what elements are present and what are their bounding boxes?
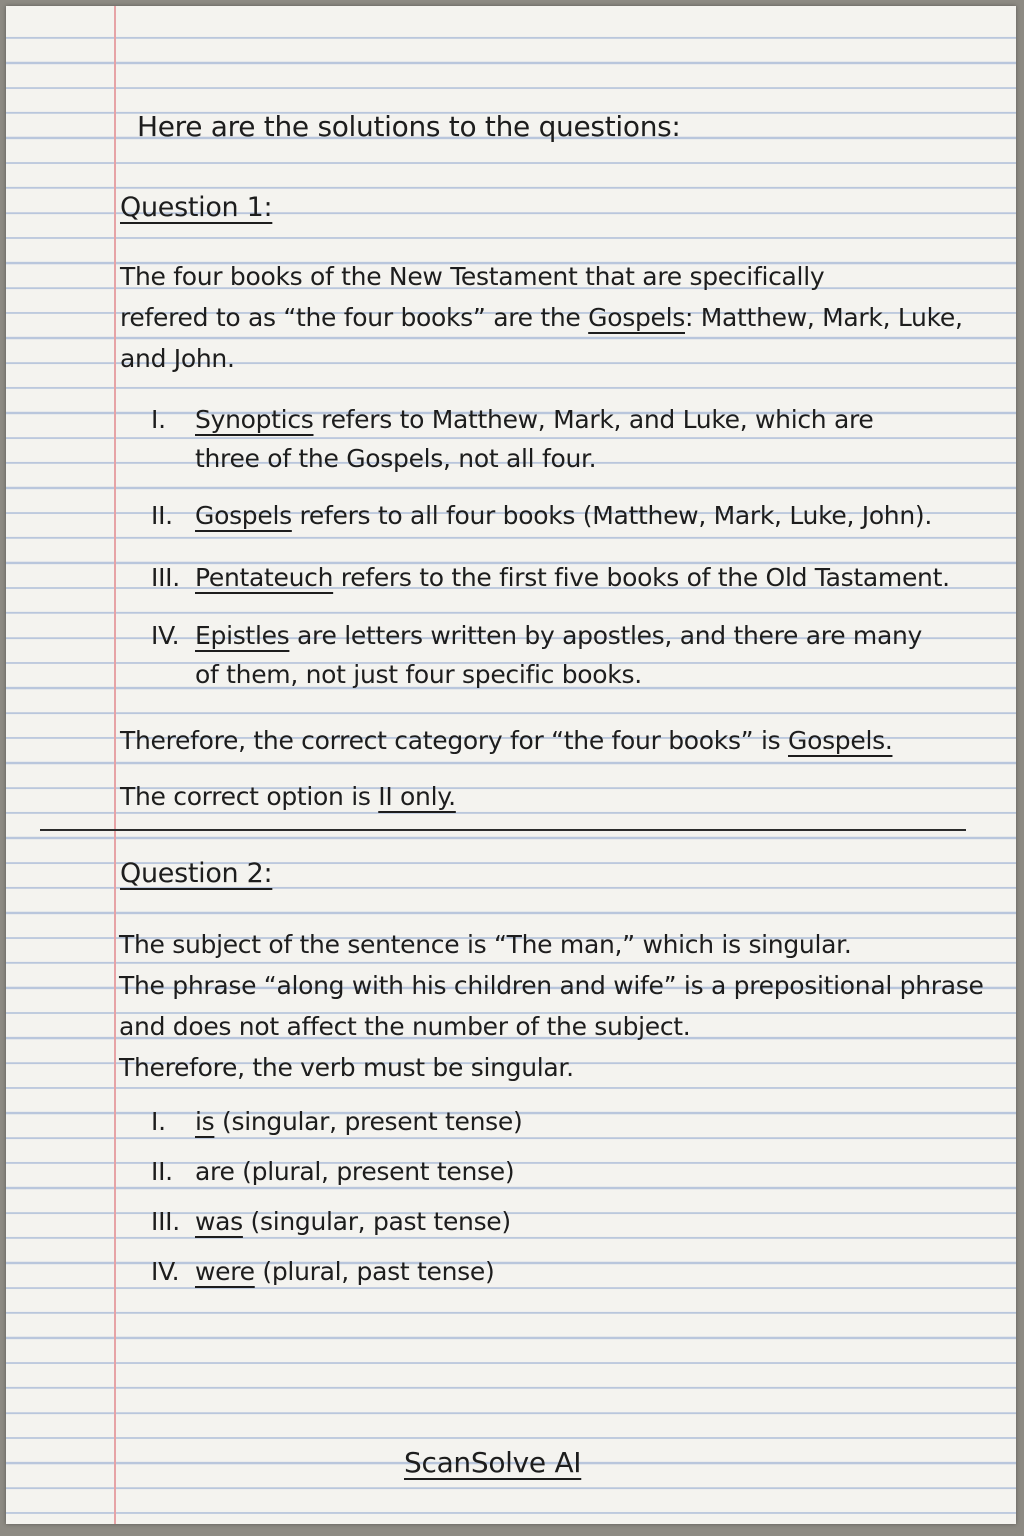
q2-item-2-numeral: II. [151,1157,173,1186]
q1-item-2-term: Gospels [195,501,292,530]
q2-item-3-text: (singular, past tense) [242,1207,511,1236]
section-divider [40,829,966,831]
q1-item-4 [151,616,922,694]
q1-item-1-numeral: I. [151,405,166,434]
q2-item-3-term: was [195,1207,243,1236]
q1-item-2-numeral: II. [151,501,173,530]
q1-item-3-term: Pentateuch [195,563,334,592]
q1-item-4-continuation: of them, not just four specific books. [195,660,642,689]
q1-item-1-text: refers to Matthew, Mark, and Luke, which are [313,405,874,434]
q2-item-1 [151,1102,522,1141]
q1-conclusion-text: Therefore, the correct category for “the four books” is [120,726,788,755]
q1-para-line2-pre: refered to as “the four books” are the [120,303,589,332]
q1-para-line3: and John. [120,344,235,373]
q1-answer-text: The correct option is [120,782,379,811]
margin-line [114,6,116,1524]
q1-para-line2-post: : Matthew, Mark, Luke, [685,303,963,332]
q1-answer-option: II only. [378,782,456,811]
q1-item-3-numeral: III. [151,563,180,592]
q1-answer [120,782,456,811]
q2-item-1-term: is [195,1107,215,1136]
q1-item-4-numeral: IV. [151,621,180,650]
question-1-heading: Question 1: [120,192,273,223]
question-1-paragraph [120,256,963,379]
q1-item-4-term: Epistles [195,621,290,650]
q1-item-1 [151,400,874,478]
notebook-page [6,6,1016,1524]
q2-item-2-text: (plural, present tense) [234,1157,515,1186]
q1-item-4-text: are letters written by apostles, and there are many [289,621,923,650]
q2-item-4-numeral: IV. [151,1257,180,1286]
q2-item-1-numeral: I. [151,1107,166,1136]
intro-line: Here are the solutions to the questions: [137,110,681,143]
question-2-heading: Question 2: [120,858,273,889]
q2-item-4-term: were [195,1257,255,1286]
q2-item-4 [151,1252,494,1291]
q2-item-3 [151,1202,511,1241]
q2-line-1: The subject of the sentence is “The man,” which is singular. [119,930,852,959]
q1-item-2 [151,496,932,535]
q1-item-2-text: refers to all four books (Matthew, Mark, Luke, John). [291,501,933,530]
q2-line-4: Therefore, the verb must be singular. [119,1053,574,1082]
question-2-paragraph [119,924,984,1088]
q1-conclusion [120,726,892,755]
q2-line-2: The phrase “along with his children and wife” is a prepositional phrase [119,971,984,1000]
q2-line-3: and does not affect the number of the subject. [119,1012,691,1041]
q2-item-2 [151,1152,514,1191]
q2-item-1-text: (singular, present tense) [214,1107,523,1136]
q2-item-4-text: (plural, past tense) [254,1257,495,1286]
q1-para-gospels-term: Gospels [588,303,685,332]
q1-item-3-text: refers to the first five books of the Old Tastament. [333,563,950,592]
footer-brand: ScanSolve AI [404,1446,582,1479]
q1-para-line1: The four books of the New Testament that are specifically [120,262,825,291]
q1-item-3 [151,558,950,597]
q1-item-1-term: Synoptics [195,405,314,434]
q2-item-3-numeral: III. [151,1207,180,1236]
q2-item-2-term: are [195,1157,235,1186]
q1-item-1-continuation: three of the Gospels, not all four. [195,444,597,473]
q1-conclusion-term: Gospels. [788,726,893,755]
